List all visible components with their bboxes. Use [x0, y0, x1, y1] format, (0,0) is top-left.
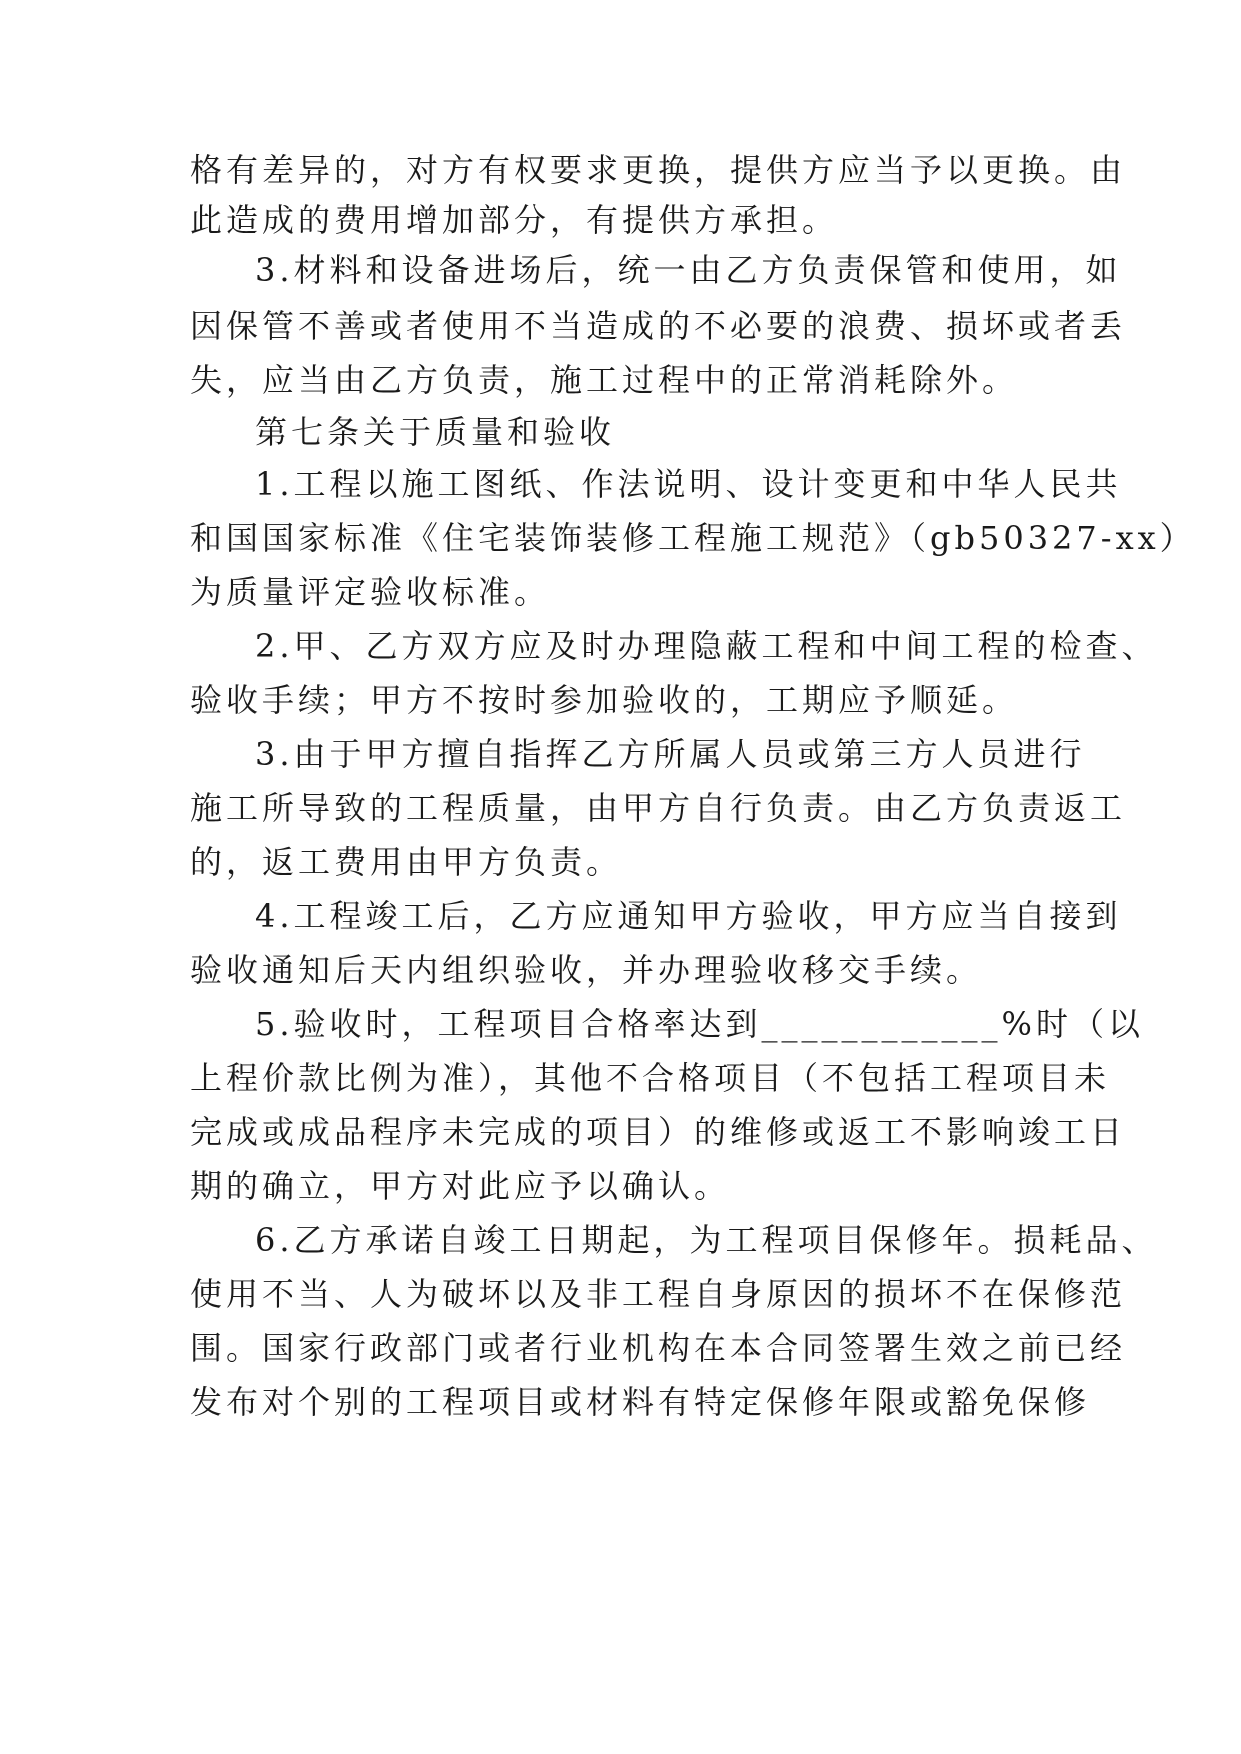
text-line: 完成或成品程序未完成的项目）的维修或返工不影响竣工日: [190, 1113, 1127, 1151]
text-line: 3.由于甲方擅自指挥乙方所属人员或第三方人员进行: [255, 735, 1086, 773]
text-line: 5.验收时，工程项目合格率达到____________%时（以: [255, 1005, 1144, 1043]
text-line: 和国国家标准《住宅装饰装修工程施工规范》（gb50327-xx）: [190, 519, 1196, 557]
text-line: 期的确立，甲方对此应予以确认。: [190, 1167, 731, 1205]
text-line: 失，应当由乙方负责，施工过程中的正常消耗除外。: [190, 361, 1019, 399]
text-line: 因保管不善或者使用不当造成的不必要的浪费、损坏或者丢: [190, 307, 1127, 345]
text-line: 验收手续；甲方不按时参加验收的，工期应予顺延。: [190, 681, 1019, 719]
text-line: 的，返工费用由甲方负责。: [190, 843, 623, 881]
text-line: 6.乙方承诺自竣工日期起，为工程项目保修年。损耗品、: [255, 1221, 1158, 1259]
text-line: 4.工程竣工后，乙方应通知甲方验收，甲方应当自接到: [255, 897, 1122, 935]
text-line: 格有差异的，对方有权要求更换，提供方应当予以更换。由: [190, 151, 1127, 189]
text-line: 1.工程以施工图纸、作法说明、设计变更和中华人民共: [255, 465, 1122, 503]
text-line: 3.材料和设备进场后，统一由乙方负责保管和使用，如: [255, 251, 1122, 289]
section-heading: 第七条关于质量和验收: [255, 413, 616, 451]
text-line: 使用不当、人为破坏以及非工程自身原因的损坏不在保修范: [190, 1275, 1127, 1313]
text-line: 2.甲、乙方双方应及时办理隐蔽工程和中间工程的检查、: [255, 627, 1158, 665]
text-line: 施工所导致的工程质量，由甲方自行负责。由乙方负责返工: [190, 789, 1127, 827]
text-line: 验收通知后天内组织验收，并办理验收移交手续。: [190, 951, 983, 989]
text-line: 此造成的费用增加部分，有提供方承担。: [190, 201, 839, 239]
text-line: 为质量评定验收标准。: [190, 573, 551, 611]
text-line: 上程价款比例为准），其他不合格项目（不包括工程项目未: [190, 1059, 1111, 1097]
text-line: 围。国家行政部门或者行业机构在本合同签署生效之前已经: [190, 1329, 1127, 1367]
text-line: 发布对个别的工程项目或材料有特定保修年限或豁免保修: [190, 1383, 1091, 1421]
